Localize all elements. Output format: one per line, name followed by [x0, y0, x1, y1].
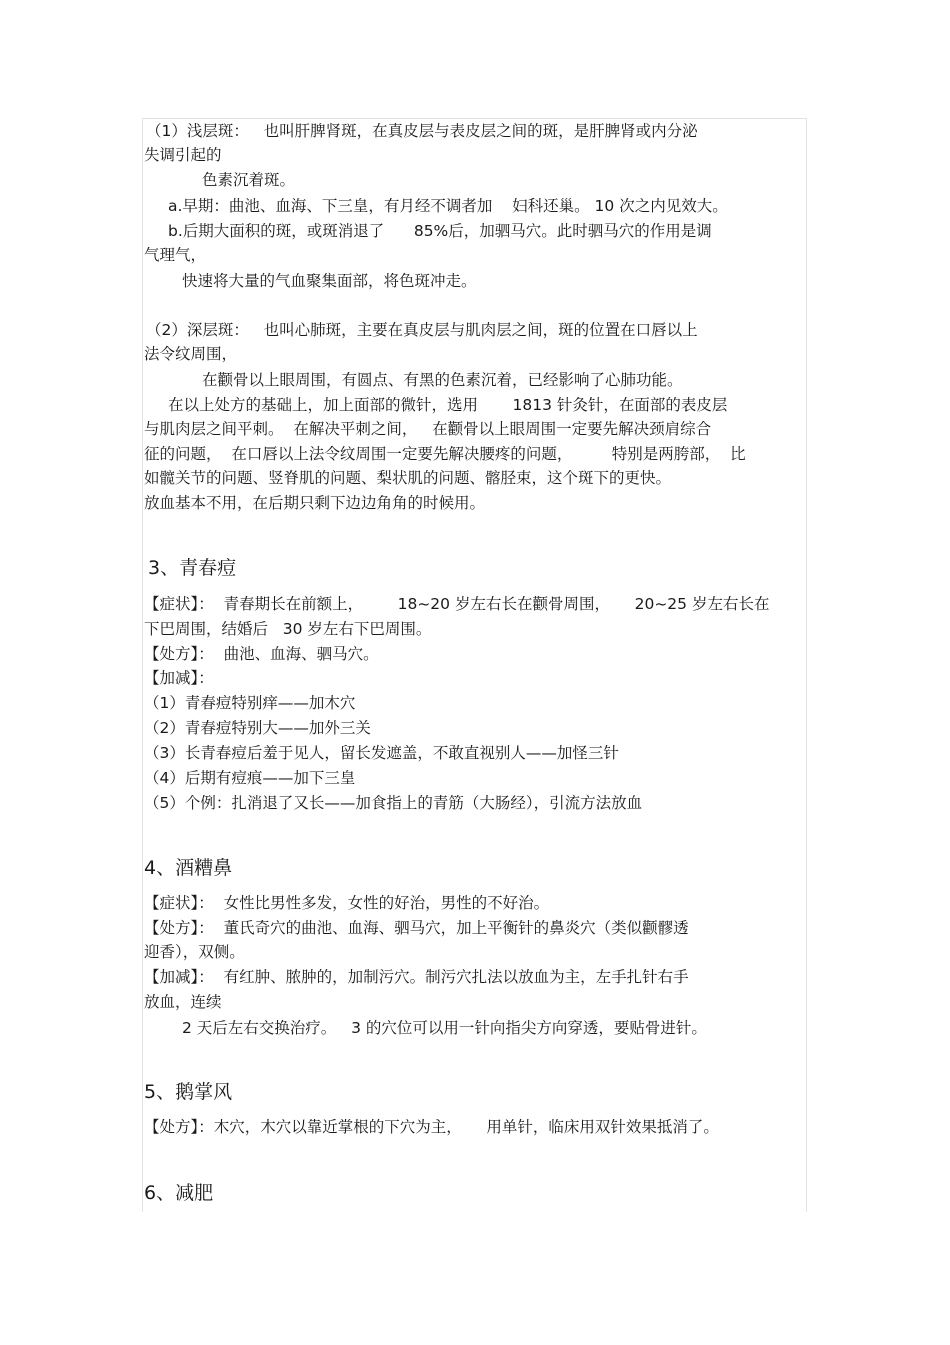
text-line: 【处方】：木穴，木穴以靠近掌根的下穴为主， 用单针，临床用双针效果抵消了。 [144, 1118, 719, 1136]
text-line: 法令纹周围， [144, 345, 238, 363]
text-line: 【症状】： 青春期长在前额上， 18~20 岁左右长在颧骨周围， 20~25 岁左右长在 [144, 595, 770, 613]
section-heading: 4、酒糟鼻 [144, 857, 233, 879]
text-line: （5）个例：扎消退了又长——加食指上的青筋（大肠经），引流方法放血 [144, 794, 643, 812]
text-line: 征的问题， 在口唇以上法令纹周围一定要先解决腰疼的问题， 特别是两胯部， 比 [144, 445, 746, 463]
text-line: 在以上处方的基础上，加上面部的微针，选用 1813 针灸针，在面部的表皮层 [168, 396, 728, 414]
text-line: 如髋关节的问题、竖脊肌的问题、梨状肌的问题、髂胫束，这个斑下的更快。 [144, 469, 672, 487]
text-line: （2）深层斑： 也叫心肺斑，主要在真皮层与肌肉层之间，斑的位置在口唇以上 [146, 321, 698, 339]
text-line: 放血，连续 [144, 993, 222, 1011]
text-line: 【症状】： 女性比男性多发，女性的好治，男性的不好治。 [144, 894, 550, 912]
section-heading: 5、鹅掌风 [144, 1081, 233, 1103]
text-line: 气理气， [144, 246, 207, 264]
section-heading: 6、减肥 [144, 1182, 214, 1204]
text-line: 与肌肉层之间平刺。 在解决平刺之间， 在颧骨以上眼周围一定要先解决颈肩综合 [144, 420, 712, 438]
text-line: 失调引起的 [144, 146, 222, 164]
text-line: （1）青春痘特别痒——加木穴 [144, 694, 356, 712]
text-line: 【加减】： 有红肿、脓肿的，加制污穴。制污穴扎法以放血为主，左手扎针右手 [144, 968, 689, 986]
text-line: 迎香），双侧。 [144, 943, 245, 961]
text-line: （4）后期有痘痕——加下三皇 [144, 769, 356, 787]
text-line: 快速将大量的气血聚集面部，将色斑冲走。 [182, 272, 477, 290]
text-line: 【处方】： 董氏奇穴的曲池、血海、驷马穴，加上平衡针的鼻炎穴（类似颧髎透 [144, 919, 689, 937]
text-line: （3）长青春痘后羞于见人，留长发遮盖，不敢直视别人——加怪三针 [144, 744, 619, 762]
text-line: a.早期：曲池、血海、下三皇，有月经不调者加 妇科还巢。 10 次之内见效大。 [168, 197, 728, 215]
text-line: 在颧骨以上眼周围，有圆点、有黑的色素沉着，已经影响了心肺功能。 [202, 371, 683, 389]
text-line: 【加减】： [144, 669, 214, 687]
text-line: 下巴周围，结婚后 30 岁左右下巴周围。 [144, 620, 432, 638]
text-line: 放血基本不用，在后期只剩下边边角角的时候用。 [144, 494, 486, 512]
section-heading: 3、青春痘 [148, 557, 237, 579]
text-line: 2 天后左右交换治疗。 3 的穴位可以用一针向指尖方向穿透，要贴骨进针。 [182, 1019, 707, 1037]
text-line: b.后期大面积的斑，或斑消退了 85%后，加驷马穴。此时驷马穴的作用是调 [168, 222, 712, 240]
text-line: 色素沉着斑。 [202, 171, 296, 189]
text-line: 【处方】： 曲池、血海、驷马穴。 [144, 645, 379, 663]
text-line: （2）青春痘特别大——加外三关 [144, 719, 371, 737]
text-line: （1）浅层斑： 也叫肝脾肾斑，在真皮层与表皮层之间的斑，是肝脾肾或内分泌 [146, 122, 698, 140]
